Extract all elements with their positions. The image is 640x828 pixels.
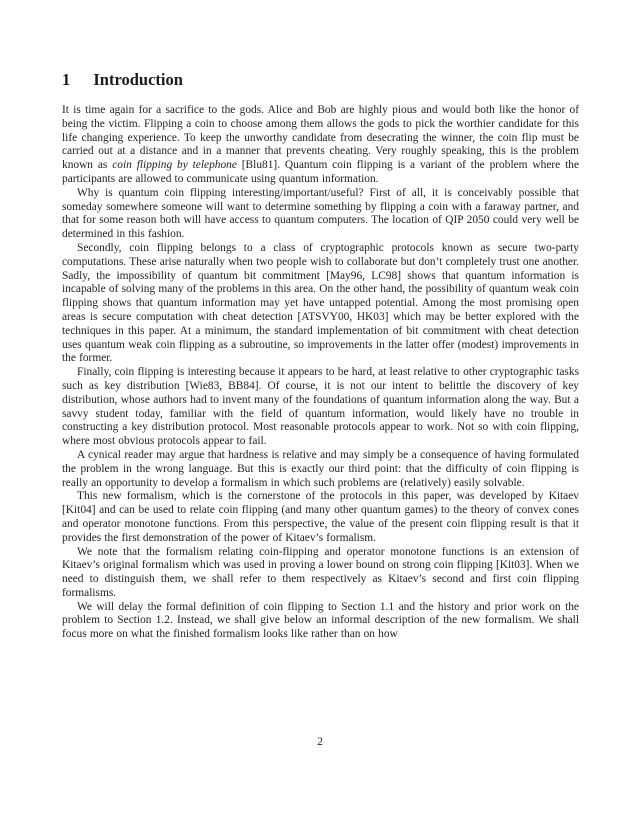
text-segment: It is time again for a sacrifice to the gods. Alice and Bob are highly pious and would both like the honor of being the victim. Flipping a coin to choose among them allows the gods to pick the worthier candidate for this life changing experience. To keep the unworthy candidate from desecrating the winner, the coin flip must be carried out at a distance and in a manner that prevents cheating. Very roughly speaking, this is the problem known as xyxy=(62,104,579,172)
paragraph xyxy=(62,366,579,449)
text-segment: We will delay the formal definition of coin flipping to Section 1.1 and the history and prior work on the problem to Section 1.2. Instead, we shall give below an informal description of the new formalism. We shall focus more on what the finished formalism looks like rather than on how xyxy=(62,600,579,641)
text-segment: This new formalism, which is the cornerstone of the protocols in this paper, was developed by Kitaev [Kit04] and can be used to relate coin flipping (and many other quantum games) to the theory of convex cones and operator monotone functions. From this perspective, the value of the present coin flipping result is that it provides the first demonstration of the power of Kitaev’s formalism. xyxy=(62,490,579,544)
section-heading xyxy=(62,70,579,90)
paragraph xyxy=(62,187,579,242)
paragraph xyxy=(62,242,579,366)
paragraph xyxy=(62,546,579,601)
text-segment: Why is quantum coin flipping interesting/important/useful? First of all, it is conceivably possible that someday somewhere someone will want to determine something by flipping a coin with a faraway partner, and that for some reason both will have access to quantum computers. The location of QIP 2050 could very well be determined in this fashion. xyxy=(62,186,579,241)
paragraph xyxy=(62,449,579,490)
text-segment: We note that the formalism relating coin-flipping and operator monotone functions is an extension of Kitaev’s original formalism which was used in proving a lower bound on strong coin flipping [Kit03]. When we need to distinguish them, we shall refer to them respectively as Kitaev’s second and first coin flipping formalisms. xyxy=(62,545,579,599)
italic-text-segment: coin flipping by telephone xyxy=(112,159,237,172)
text-column xyxy=(62,70,579,642)
document-body xyxy=(62,104,579,642)
paragraph xyxy=(62,104,579,187)
section-title: Introduction xyxy=(93,70,183,89)
text-segment: Finally, coin flipping is interesting because it appears to be hard, at least relative to other cryptographic tasks such as key distribution [Wie83, BB84]. Of course, it is not our intent to belittle the discovery of key distribution, whose authors had to invent many of the foundations of quantum information along the way. But a savvy student today, familiar with the field of quantum information, would likely have no trouble in constructing a key distribution protocol. Most reasonable protocols appear to work. Not so with coin flipping, where most obvious protocols appear to fail. xyxy=(62,366,579,448)
page-number: 2 xyxy=(317,736,323,748)
text-segment: A cynical reader may argue that hardness is relative and may simply be a consequence of having formulated the problem in the wrong language. But this is exactly our third point: that the difficulty of coin flipping is really an opportunity to develop a formalism in which such problems are (relatively) easily solvable. xyxy=(62,448,579,489)
section-number: 1 xyxy=(62,70,71,89)
paragraph xyxy=(62,601,579,642)
text-segment: [Blu81]. Quantum coin flipping is a variant of the problem where the participants are allowed to communicate using quantum information. xyxy=(62,159,579,185)
paragraph xyxy=(62,490,579,545)
text-segment: Secondly, coin flipping belongs to a class of cryptographic protocols known as secure two-party computations. These arise naturally when two people wish to collaborate but don’t completely trust one another. Sadly, the impossibility of quantum bit commitment [May96, LC98] shows that quantum information is incapable of solving many of the problems in this area. On the other hand, the possibility of quantum weak coin flipping shows that quantum information may yet have untapped potential. Among the most promising open areas is secure computation with cheat detection [ATSVY00, HK03] which may be better explored with the techniques in this paper. At a minimum, the standard implementation of bit commitment with cheat detection uses quantum weak coin flipping as a subroutine, so improvements in the latter offer (modest) improvements in the former. xyxy=(62,241,579,365)
